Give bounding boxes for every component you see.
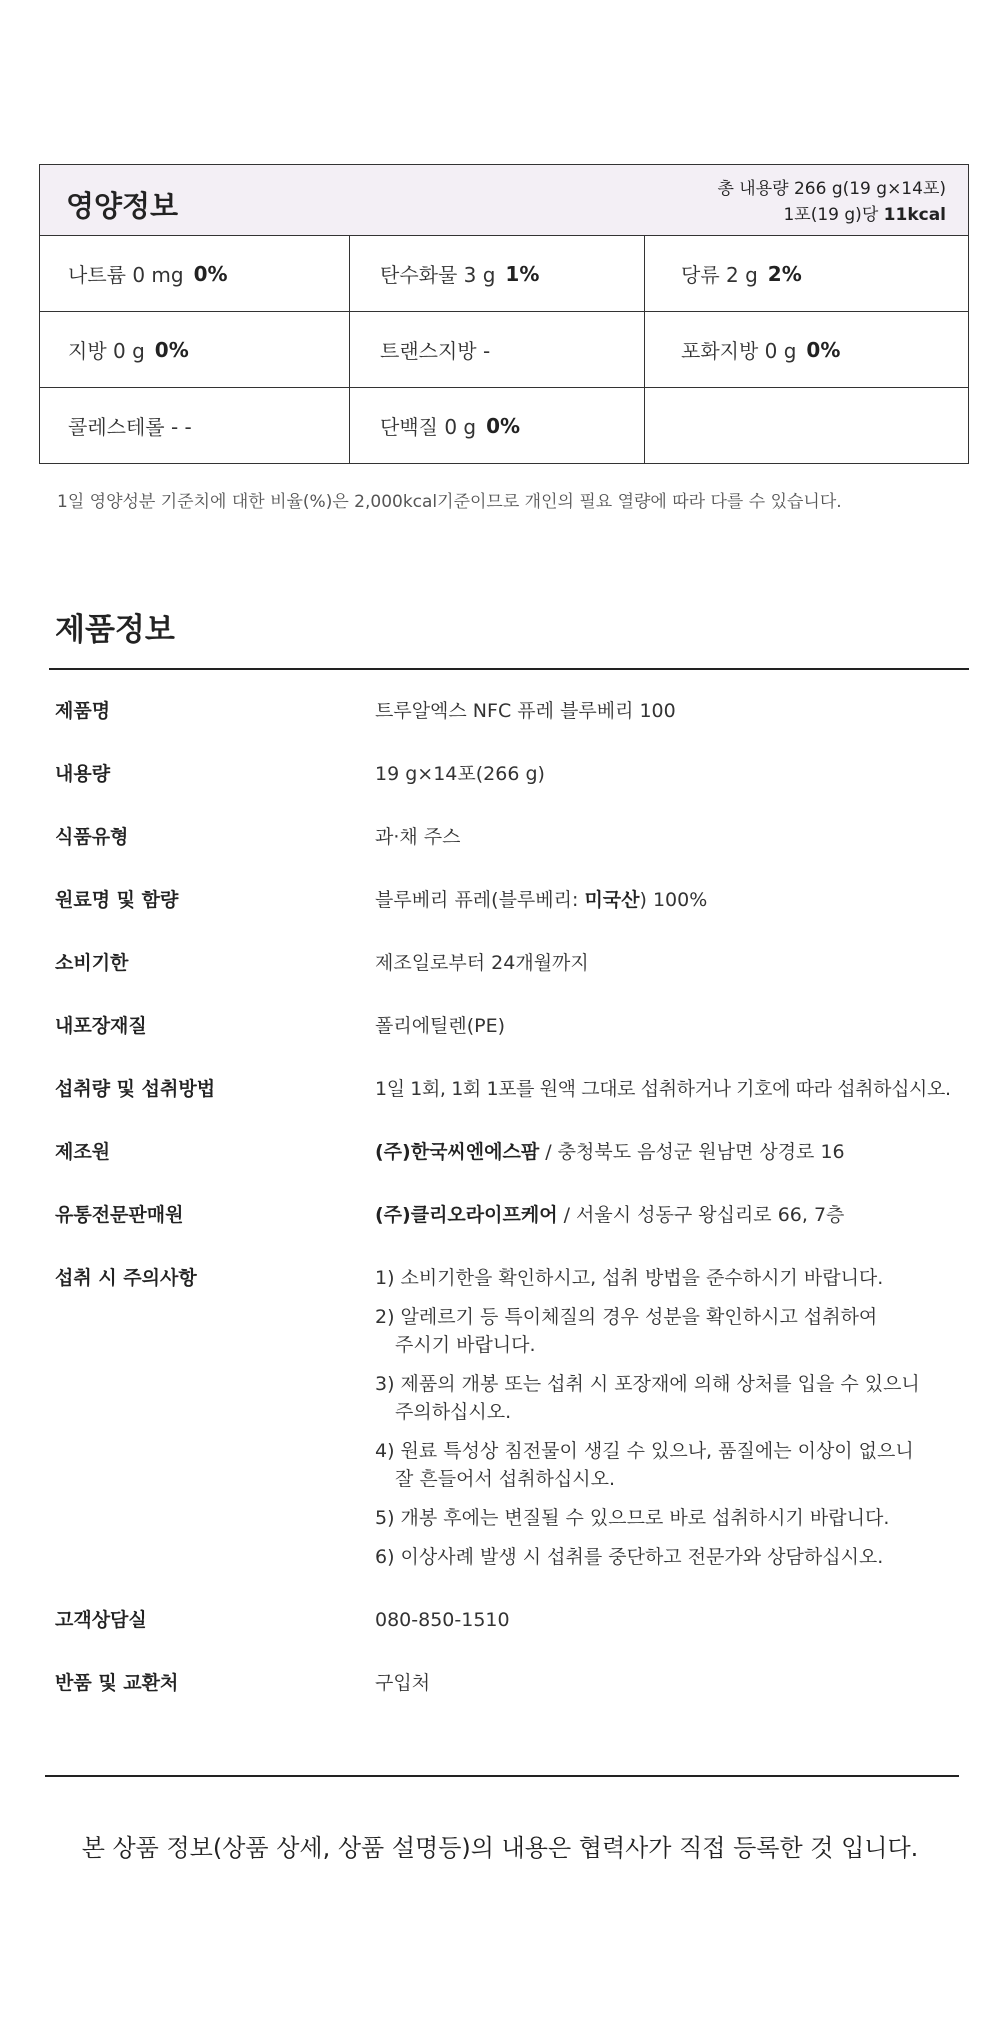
caution-text: 3) 제품의 개봉 또는 섭취 시 포장재에 의해 상처를 입을 수 있으니 xyxy=(375,1373,920,1395)
nutrition-row xyxy=(40,236,968,312)
nutrition-table xyxy=(39,164,969,464)
divider xyxy=(49,668,969,670)
info-row xyxy=(55,1264,955,1582)
nutrient-label: 콜레스테롤 - - xyxy=(68,415,192,439)
caution-text: 4) 원료 특성상 침전물이 생길 수 있으나, 품질에는 이상이 없으니 xyxy=(375,1440,914,1462)
nutrient-percent: 0% xyxy=(154,337,189,362)
caution-text-cont: 잘 흔들어서 섭취하십시오. xyxy=(395,1468,616,1490)
caution-text: 6) 이상사례 발생 시 섭취를 중단하고 전문가와 상담하십시오. xyxy=(375,1546,884,1568)
info-row xyxy=(55,1075,955,1103)
nutrient-label: 탄수화물 3 g xyxy=(380,263,496,287)
nutrient-percent: 0% xyxy=(486,413,521,438)
ingredient-suffix: ) 100% xyxy=(639,889,708,911)
caution-text: 2) 알레르기 등 특이체질의 경우 성분을 확인하시고 섭취하여 xyxy=(375,1306,878,1328)
info-label: 섭취 시 주의사항 xyxy=(55,1267,197,1289)
info-value: 구입처 xyxy=(375,1672,431,1694)
caution-item xyxy=(375,1543,955,1571)
caution-item xyxy=(375,1504,955,1532)
nutrient-cell xyxy=(40,388,350,463)
info-value: 080-850-1510 xyxy=(375,1609,510,1631)
nutrient-label: 트랜스지방 - xyxy=(380,339,491,363)
info-value: 트루알엑스 NFC 퓨레 블루베리 100 xyxy=(375,700,676,722)
info-row xyxy=(55,760,955,788)
nutrient-percent: 1% xyxy=(505,261,540,286)
distributor-name: (주)클리오라이프케어 xyxy=(375,1204,558,1226)
info-value: 폴리에틸렌(PE) xyxy=(375,1015,506,1037)
info-label: 고객상담실 xyxy=(55,1609,147,1631)
nutrient-cell xyxy=(40,236,350,311)
caution-item xyxy=(375,1303,955,1359)
manufacturer-address: / 충청북도 음성군 원남면 상경로 16 xyxy=(539,1141,845,1163)
nutrient-cell xyxy=(645,388,968,463)
info-row xyxy=(55,697,955,725)
caution-text: 5) 개봉 후에는 변질될 수 있으므로 바로 섭취하시기 바랍니다. xyxy=(375,1507,890,1529)
caution-text-cont: 주시기 바랍니다. xyxy=(395,1334,536,1356)
caution-text-cont: 주의하십시오. xyxy=(395,1401,512,1423)
divider xyxy=(45,1775,959,1777)
nutrient-percent: 0% xyxy=(193,261,228,286)
caution-list xyxy=(375,1264,955,1582)
nutrient-cell xyxy=(350,312,645,387)
total-volume: 총 내용량 266 g(19 g×14포) xyxy=(717,179,946,199)
info-value xyxy=(375,1138,955,1166)
info-value: 과·채 주스 xyxy=(375,826,461,848)
nutrient-cell xyxy=(350,388,645,463)
info-value xyxy=(375,1201,955,1229)
nutrient-cell xyxy=(40,312,350,387)
nutrient-percent: 0% xyxy=(806,337,841,362)
info-label: 섭취량 및 섭취방법 xyxy=(55,1078,216,1100)
per-serving-kcal: 11kcal xyxy=(883,205,946,225)
info-row xyxy=(55,949,955,977)
distributor-address: / 서울시 성동구 왕십리로 66, 7층 xyxy=(557,1204,845,1226)
caution-text: 1) 소비기한을 확인하시고, 섭취 방법을 준수하시기 바랍니다. xyxy=(375,1267,884,1289)
info-label: 내포장재질 xyxy=(55,1015,147,1037)
caution-item xyxy=(375,1370,955,1426)
nutrient-cell xyxy=(350,236,645,311)
nutrient-percent: 2% xyxy=(767,261,802,286)
info-label: 제품명 xyxy=(55,700,111,722)
nutrition-row xyxy=(40,312,968,388)
info-label: 식품유형 xyxy=(55,826,129,848)
nutrition-header xyxy=(40,165,968,236)
section-title: 제품정보 xyxy=(55,612,175,648)
nutrient-cell xyxy=(645,312,968,387)
product-info-list xyxy=(55,697,955,1732)
info-label: 원료명 및 함량 xyxy=(55,889,179,911)
info-row xyxy=(55,1012,955,1040)
per-serving-label: 1포(19 g)당 xyxy=(783,205,879,225)
manufacturer-name: (주)한국씨엔에스팜 xyxy=(375,1141,540,1163)
info-row xyxy=(55,886,955,914)
ingredient-prefix: 블루베리 퓨레(블루베리: xyxy=(375,889,585,911)
nutrition-title: 영양정보 xyxy=(66,189,179,223)
nutrient-label: 당류 2 g xyxy=(681,263,758,287)
ingredient-origin: 미국산 xyxy=(584,889,640,911)
info-label: 제조원 xyxy=(55,1141,111,1163)
info-label: 소비기한 xyxy=(55,952,129,974)
info-value: 제조일로부터 24개월까지 xyxy=(375,952,589,974)
nutrition-total xyxy=(717,176,946,228)
info-row xyxy=(55,1669,955,1697)
info-value: 1일 1회, 1회 1포를 원액 그대로 섭취하거나 기호에 따라 섭취하십시오. xyxy=(375,1078,951,1100)
nutrient-label: 나트륨 0 mg xyxy=(68,263,184,287)
info-label: 내용량 xyxy=(55,763,111,785)
nutrition-note: 1일 영양성분 기준치에 대한 비율(%)은 2,000kcal기준이므로 개인의 필요 열량에 따라 다를 수 있습니다. xyxy=(57,492,842,512)
info-row xyxy=(55,1606,955,1634)
info-value xyxy=(375,886,955,914)
nutrient-label: 단백질 0 g xyxy=(380,415,477,439)
info-label: 반품 및 교환처 xyxy=(55,1672,179,1694)
nutrient-cell xyxy=(645,236,968,311)
nutrition-row xyxy=(40,388,968,463)
per-serving xyxy=(717,202,946,228)
info-row xyxy=(55,823,955,851)
nutrient-label: 포화지방 0 g xyxy=(681,339,797,363)
caution-item xyxy=(375,1264,955,1292)
info-row xyxy=(55,1138,955,1166)
info-row xyxy=(55,1201,955,1229)
footer-disclaimer: 본 상품 정보(상품 상세, 상품 설명등)의 내용은 협력사가 직접 등록한 것 입니다. xyxy=(81,1834,919,1862)
info-label: 유통전문판매원 xyxy=(55,1204,184,1226)
nutrient-label: 지방 0 g xyxy=(68,339,145,363)
caution-item xyxy=(375,1437,955,1493)
info-value: 19 g×14포(266 g) xyxy=(375,763,545,785)
